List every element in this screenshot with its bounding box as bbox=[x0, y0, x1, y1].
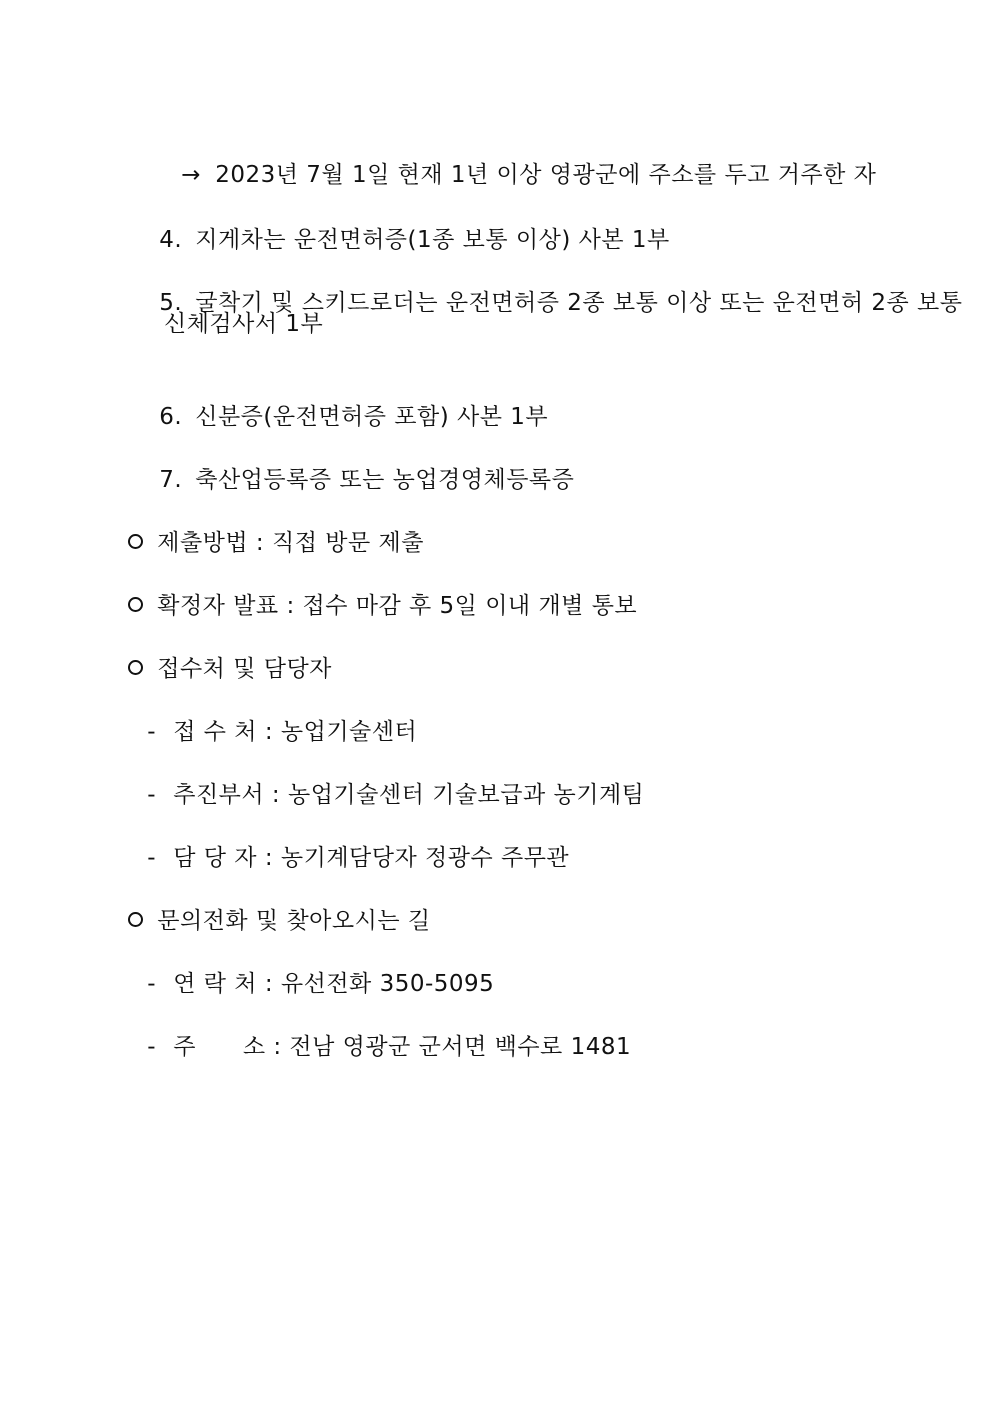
inquiry-item-text: 주 소 : 전남 영광군 군서면 백수로 1481 bbox=[173, 1034, 632, 1060]
inquiry-header-text: 문의전화 및 찾아오시는 길 bbox=[157, 908, 431, 934]
contact-item-text: 추진부서 : 농업기술센터 기술보급과 농기계팀 bbox=[173, 782, 645, 808]
contact-item-text: 접 수 처 : 농업기술센터 bbox=[173, 719, 418, 745]
circle-bullet-icon bbox=[128, 660, 143, 675]
requirement-number: 4. bbox=[159, 227, 183, 253]
dash-marker: - bbox=[147, 1034, 157, 1060]
circle-bullet-icon bbox=[128, 534, 143, 549]
inquiry-item-text: 연 락 처 : 유선전화 350-5095 bbox=[173, 971, 495, 997]
requirement-text: 신분증(운전면허증 포함) 사본 1부 bbox=[195, 404, 549, 430]
circle-bullet-icon bbox=[128, 597, 143, 612]
announcement-text: 확정자 발표 : 접수 마감 후 5일 이내 개별 통보 bbox=[157, 593, 638, 619]
contact-header-text: 접수처 및 담당자 bbox=[157, 656, 332, 682]
submission-method-text: 제출방법 : 직접 방문 제출 bbox=[157, 530, 424, 556]
requirement-text: 축산업등록증 또는 농업경영체등록증 bbox=[195, 467, 575, 493]
circle-bullet-icon bbox=[128, 912, 143, 927]
arrow-icon: → bbox=[181, 162, 202, 188]
dash-marker: - bbox=[147, 782, 157, 808]
requirement-item-5-continued: 신체검사서 1부 bbox=[164, 311, 324, 337]
requirement-number: 7. bbox=[159, 467, 183, 493]
residency-note-text: 2023년 7월 1일 현재 1년 이상 영광군에 주소를 두고 거주한 자 bbox=[215, 162, 877, 188]
dash-marker: - bbox=[147, 845, 157, 871]
requirement-text: 굴착기 및 스키드로더는 운전면허증 2종 보통 이상 또는 운전면허 2종 보통 bbox=[195, 290, 963, 316]
dash-marker: - bbox=[147, 719, 157, 745]
contact-item-text: 담 당 자 : 농기계담당자 정광수 주무관 bbox=[173, 845, 570, 871]
requirement-number: 5. bbox=[159, 290, 183, 316]
inquiry-item-address bbox=[116, 1002, 631, 1092]
requirement-text: 지게차는 운전면허증(1종 보통 이상) 사본 1부 bbox=[195, 227, 670, 253]
dash-marker: - bbox=[147, 971, 157, 997]
requirement-number: 6. bbox=[159, 404, 183, 430]
